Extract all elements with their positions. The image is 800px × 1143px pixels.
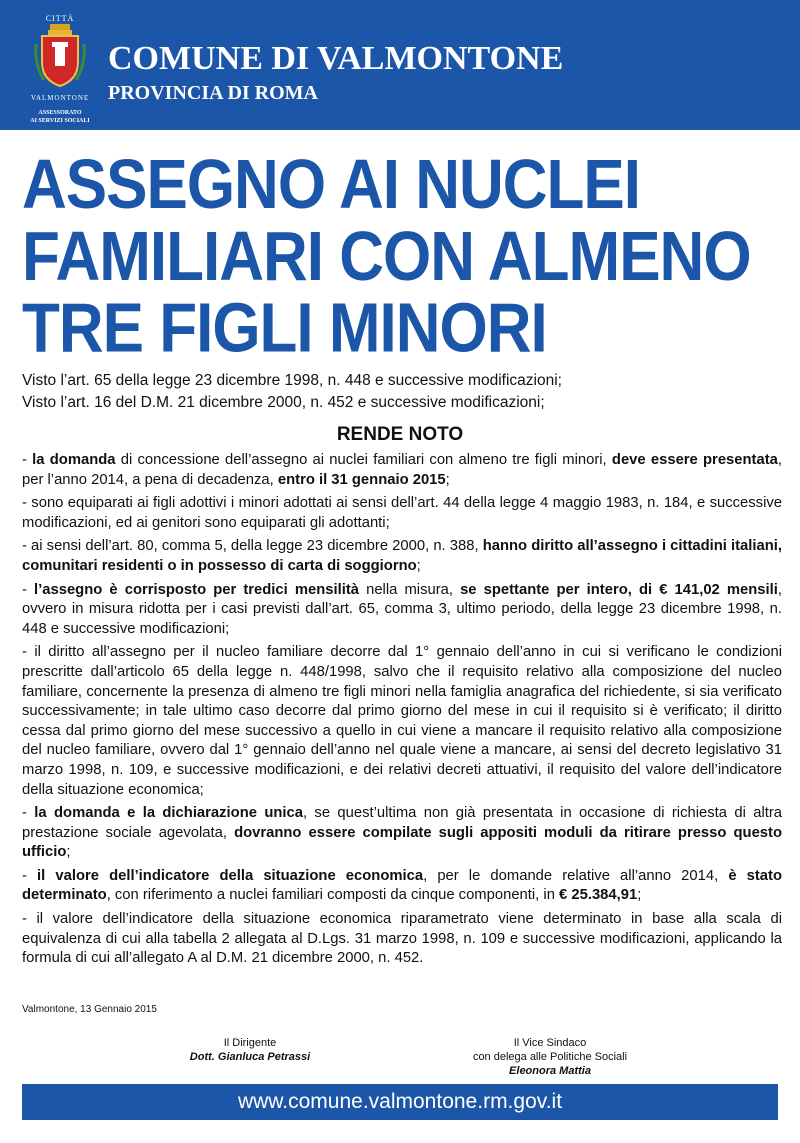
crest-name-label: VALMONTONE: [30, 94, 90, 102]
municipality-name: COMUNE DI VALMONTONE: [108, 40, 564, 77]
website-footer[interactable]: www.comune.valmontone.rm.gov.it: [22, 1084, 778, 1120]
notice-item: - il valore dell’indicatore della situazione economica riparametrato viene determinato in base alla scala di equivalenza di cui alla tabella 2 allegata al D.Lgs. 31 marzo 1998, n. 109 e successive modificazioni, applicando la formula di cui all’allegato A al D.M. 21 dicembre 2000, n. 452.: [22, 911, 782, 967]
header-banner: [0, 0, 800, 130]
crest-department-sublabel: AI SERVIZI SOCIALI: [30, 118, 90, 124]
signature-vice-sindaco: [440, 1036, 660, 1078]
notice-item: - il diritto all’assegno per il nucleo familiare decorre dal 1° gennaio dell’anno in cui si verificano le condizioni prescritte dall’articolo 65 della legge n. 448/1998, salvo che il requisito relativo alla composizione del nucleo familiare, concernente la presenza di almeno tre figli minori nella famiglia anagrafica del richiedente, si sia verificato successivamente; in tale ultimo caso decorre dal primo giorno del mese in cui il requisito si è verificato; il diritto cessa dal primo giorno del mese successivo a quello in cui viene a mancare il requisito relativo alla composizione del nucleo familiare, ovvero dal 1° gennaio dell’anno nel quale viene a mancare, ai sensi del decreto legislativo 31 marzo 1998, n. 109, e successive modificazioni, e dei relativi decreti attuativi, il requisito del valore dell’indicatore della situazione economica;: [22, 644, 782, 798]
signer-name: Dott. Gianluca Petrassi: [189, 1051, 311, 1063]
premise-line: Visto l’art. 65 della legge 23 dicembre 1998, n. 448 e successive modificazioni;: [22, 372, 562, 389]
title-line: FAMILIARI CON ALMENO: [22, 218, 751, 296]
issue-date: Valmontone, 13 Gennaio 2015: [22, 1004, 157, 1015]
notice-item: - la domanda di concessione dell’assegno ai nuclei familiari con almeno tre figli minori, deve essere presentata, per l’anno 2014, a pena di decadenza, entro il 31 gennaio 2015;: [22, 452, 782, 488]
title-line: ASSEGNO AI NUCLEI: [22, 146, 640, 224]
municipal-crest: [22, 14, 98, 128]
section-heading: RENDE NOTO: [336, 424, 464, 445]
notice-item: - ai sensi dell’art. 80, comma 5, della legge 23 dicembre 2000, n. 388, hanno diritto all’assegno i cittadini italiani, comunitari residenti o in possesso di carta di soggiorno;: [22, 538, 782, 574]
crest-top-label: CITTÀ: [45, 14, 75, 23]
signer-name: Eleonora Mattia: [509, 1065, 591, 1077]
notice-item: - il valore dell’indicatore della situazione economica, per le domande relative all’anno 2014, è stato determinato, con riferimento a nuclei familiari composti da cinque componenti, in € 25.384,91;: [22, 867, 783, 904]
signature-dirigente: [150, 1036, 350, 1064]
premise-line: Visto l’art. 16 del D.M. 21 dicembre 2000, n. 452 e successive modificazioni;: [22, 394, 545, 411]
signer-role: Il Vice Sindaco: [513, 1037, 587, 1049]
notice-items: [22, 451, 782, 973]
crest-department-label: ASSESSORATO: [38, 110, 82, 116]
legal-premises: [22, 370, 782, 414]
notice-item: - sono equiparati ai figli adottivi i minori adottati ai sensi dell’art. 44 della legge 4 maggio 1983, n. 184, e successive modificazioni, ed ai genitori sono equiparati gli adottanti;: [22, 495, 782, 531]
signer-role-detail: con delega alle Politiche Sociali: [472, 1051, 628, 1063]
province-name: PROVINCIA DI ROMA: [108, 82, 318, 104]
notice-item: - la domanda e la dichiarazione unica, se quest’ultima non già presentata in occasione di richiesta di altra prestazione sociale agevolata, dovranno essere compilate sugli appositi moduli da ritirare presso questo ufficio;: [22, 805, 782, 861]
crest-shield-icon: [34, 24, 86, 88]
title-line: TRE FIGLI MINORI: [22, 290, 547, 368]
page-title: [22, 146, 782, 368]
notice-item: - l’assegno è corrisposto per tredici mensilità nella misura, se spettante per intero, di € 141,02 mensili, ovvero in misura ridotta per i casi previsti dall’art. 65, comma 3, ultimo periodo, della legge 23 dicembre 1998, n. 448 e successive modificazioni;: [22, 581, 782, 637]
signer-role: Il Dirigente: [223, 1037, 277, 1049]
